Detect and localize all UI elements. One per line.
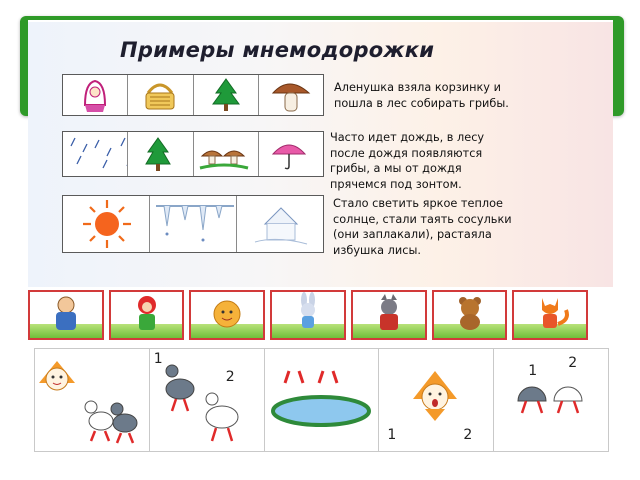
kolobok-icon — [191, 292, 263, 338]
character-card-red-riding-hood — [109, 290, 185, 340]
track3-cell-3 — [237, 196, 323, 252]
melting-hut-icon — [237, 196, 323, 252]
sun-icon — [63, 196, 150, 252]
character-card-hare — [270, 290, 346, 340]
panel2-number-2: 2 — [225, 369, 235, 385]
story-panel-5 — [494, 349, 608, 451]
track-3-line-1: Стало светить яркое теплое — [333, 197, 503, 210]
character-card-grandfather — [28, 290, 104, 340]
track-2-line-4: прячемся под зонтом. — [330, 177, 462, 191]
track-1-line-2: пошла в лес собирать грибы. — [334, 96, 509, 110]
bear-icon — [434, 292, 506, 338]
track3-cell-1 — [63, 196, 150, 252]
track-3-line-2: солнце, стали таять сосульки — [333, 212, 512, 226]
track-3-text — [333, 196, 588, 258]
panel5-number-1: 1 — [528, 363, 538, 379]
mushrooms-icon — [194, 132, 254, 176]
track-2-line-1: Часто идет дождь, в лесу — [330, 131, 485, 144]
fox-icon — [514, 292, 586, 338]
track-2-line-2: после дождя появляются — [330, 146, 483, 160]
track-3-line-4: избушка лисы. — [333, 243, 421, 257]
icicles-icon — [150, 196, 237, 252]
girl-and-geese-icon — [35, 349, 149, 449]
track1-cell-1 — [63, 75, 128, 115]
panel4-number-1: 1 — [387, 427, 397, 443]
character-card-bear — [432, 290, 508, 340]
slide-title: Примеры мнемодорожки — [120, 38, 435, 62]
mnemo-track-2 — [62, 131, 324, 177]
track-2-line-3: грибы, а мы от дождя — [330, 162, 462, 176]
character-cards-row — [28, 290, 588, 342]
character-card-kolobok — [189, 290, 265, 340]
lake-and-feet-icon — [265, 349, 379, 449]
track-3-line-3: (они заплакали), растаяла — [333, 228, 492, 242]
track-2-text — [330, 130, 588, 192]
story-panel-2 — [150, 349, 265, 451]
story-panel-4 — [379, 349, 494, 451]
mnemo-track-3 — [62, 195, 324, 253]
story-panel-1 — [35, 349, 150, 451]
hare-icon — [272, 292, 344, 338]
matryoshka-girl-icon — [63, 75, 127, 115]
mnemo-track-1 — [62, 74, 324, 116]
two-geese-icon — [150, 349, 264, 449]
track2-cell-1 — [63, 132, 128, 176]
basket-icon — [128, 75, 192, 115]
character-card-wolf — [351, 290, 427, 340]
rain-icon — [63, 132, 128, 176]
geese-pair-icon — [494, 349, 608, 449]
panel4-number-2: 2 — [463, 427, 473, 443]
track-1-line-1: Аленушка взяла корзинку и — [334, 81, 501, 94]
track2-cell-3 — [194, 132, 259, 176]
story-panel-3 — [265, 349, 380, 451]
girl-crying-icon — [379, 349, 493, 449]
fir-tree-icon — [194, 75, 258, 115]
track2-cell-2 — [128, 132, 193, 176]
track1-cell-4 — [259, 75, 323, 115]
track1-cell-2 — [128, 75, 193, 115]
umbrella-icon — [259, 132, 319, 176]
grandfather-icon — [30, 292, 102, 338]
character-card-fox — [512, 290, 588, 340]
mushroom-icon — [259, 75, 323, 115]
little-red-riding-hood-icon — [111, 292, 183, 338]
track2-cell-4 — [259, 132, 323, 176]
track1-cell-3 — [194, 75, 259, 115]
track3-cell-2 — [150, 196, 237, 252]
wolf-icon — [353, 292, 425, 338]
panel5-number-2: 2 — [568, 355, 578, 371]
panel2-number-1: 1 — [153, 351, 163, 367]
track-1-text — [334, 80, 579, 111]
fir-tree-icon — [128, 132, 188, 176]
story-strip — [34, 348, 609, 452]
